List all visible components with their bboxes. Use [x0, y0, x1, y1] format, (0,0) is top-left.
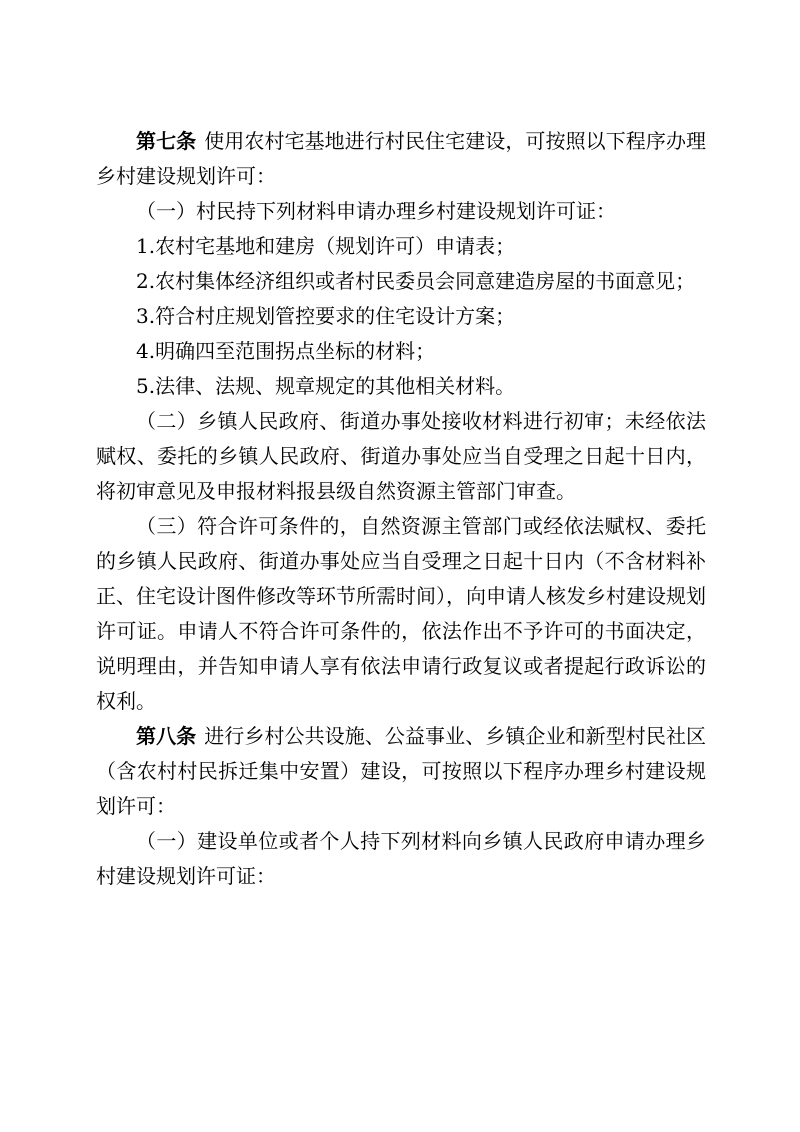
article-7-material-5: 5.法律、法规、规章规定的其他相关材料。: [136, 374, 516, 398]
article-8-heading: 第八条: [136, 724, 197, 748]
article-8-text: 进行乡村公共设施、公益事业、乡镇企业和新型村民社区（含农村村民拆迁集中安置）建设，可按照以下程序办理乡村建设规划许可：: [96, 724, 707, 818]
article-8-paragraph: [96, 719, 706, 824]
article-7-item-1: （一）村民持下列材料申请办理乡村建设规划许可证：: [136, 199, 616, 223]
article-8-item-1: （一）建设单位或者个人持下列材料向乡镇人民政府申请办理乡村建设规划许可证：: [96, 829, 706, 888]
article-7-text: 使用农村宅基地进行村民住宅建设，可按照以下程序办理乡村建设规划许可：: [96, 129, 707, 188]
article-7-item-3: （三）符合许可条件的，自然资源主管部门或经依法赋权、委托的乡镇人民政府、街道办事处应当自受理之日起十日内（不含材料补正、住宅设计图件修改等环节所需时间），向申请人核发乡村建设规划许可证。申请人不符合许可条件的，依法作出不予许可的书面决定，说明理由，并告知申请人享有依法申请行政复议或者提起行政诉讼的权利。: [96, 514, 706, 713]
article-7-material-2: 2.农村集体经济组织或者村民委员会同意建造房屋的书面意见；: [136, 269, 696, 293]
article-7-material-3: 3.符合村庄规划管控要求的住宅设计方案；: [136, 304, 516, 328]
article-7-material-1: 1.农村宅基地和建房（规划许可）申请表；: [136, 234, 516, 258]
article-7-paragraph: [96, 124, 706, 194]
article-7-heading: 第七条: [136, 129, 197, 153]
article-7-material-4: 4.明确四至范围拐点坐标的材料；: [136, 339, 436, 363]
article-7-item-2: （二）乡镇人民政府、街道办事处接收材料进行初审；未经依法赋权、委托的乡镇人民政府、街道办事处应当自受理之日起十日内，将初审意见及申报材料报县级自然资源主管部门审查。: [96, 409, 706, 503]
document-body: [96, 124, 706, 894]
